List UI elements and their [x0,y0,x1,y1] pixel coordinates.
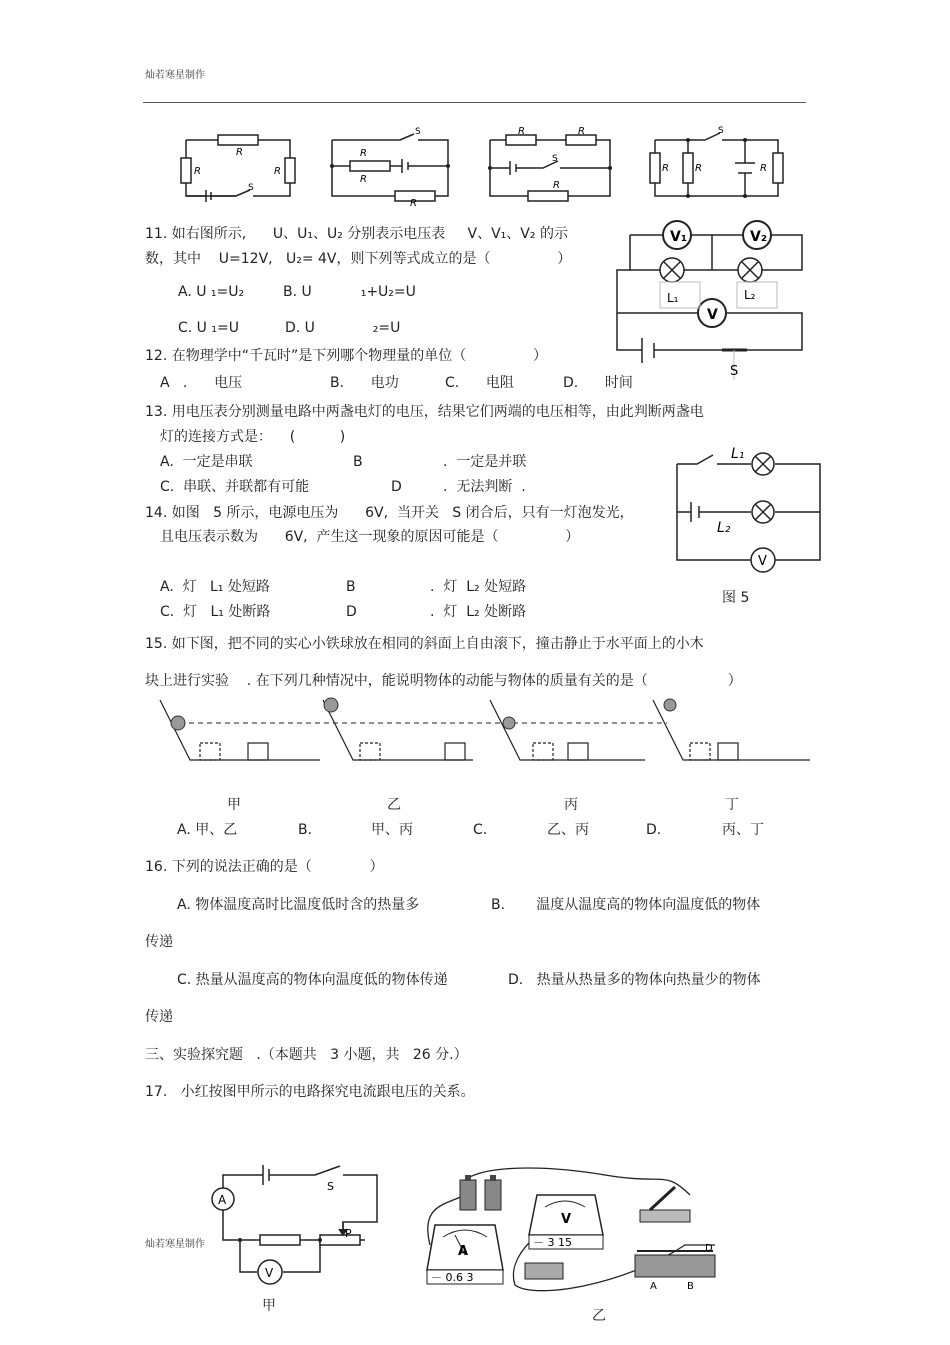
svg-text:V₂: V₂ [750,229,767,245]
q17-figure-jia-caption: 甲 [262,1298,276,1314]
q17-figure-jia [205,1160,390,1290]
svg-text:R: R [360,174,367,185]
q16-option-c: C. 热量从温度高的物体向温度低的物体传递 [177,972,448,988]
q15-label-jia: 甲 [227,797,241,813]
q16-option-b: B. 温度从温度高的物体向温度低的物体 [491,897,761,913]
svg-text:V₁: V₁ [670,229,687,245]
q15-option-d-letter: D. [646,822,662,838]
q15-option-c-letter: C. [473,822,488,838]
header-rule [143,102,806,103]
q17-figure-yi-caption: 乙 [592,1308,606,1324]
svg-text:R: R [578,126,585,137]
switch-icon [640,1187,690,1222]
svg-text:A: A [458,1244,469,1259]
q14-circuit-figure [675,440,825,580]
q11-option-c: C. U ₁=U [178,320,239,336]
q13-stem-line1: 13. 用电压表分别测量电路中两盏电灯的电压，结果它们两端的电压相等，由此判断两盏电 [145,404,704,420]
q13-option-b-text: . 一定是并联 [443,454,527,470]
q15-option-d-text: 丙、丁 [722,822,764,838]
q13-option-d-text: . 无法判断 . [443,479,526,495]
svg-text:R: R [760,163,767,174]
svg-text:V: V [561,1212,572,1227]
svg-text:L₂: L₂ [717,520,731,536]
q12-option-c: C. 电阻 [445,375,514,391]
q12-option-b: B. 电功 [330,375,399,391]
q17-stem: 17. 小红按图甲所示的电路探究电流跟电压的关系。 [145,1084,475,1100]
svg-text:R: R [360,148,367,159]
svg-text:S: S [415,127,421,137]
circuit-diagram-3 [488,128,613,203]
q15-option-a: A. 甲、乙 [177,822,238,838]
q13-option-d-letter: D [391,479,402,495]
q12-option-a: A . 电压 [160,375,243,391]
svg-text:－ 0.6 3: － 0.6 3 [431,1271,474,1284]
header-text: 灿若寒星制作 [145,70,205,81]
svg-text:L₂: L₂ [744,288,756,302]
svg-text:R: R [194,166,201,177]
q12-option-d: D. 时间 [563,375,633,391]
q11-circuit-figure [612,218,807,383]
svg-text:B: B [687,1281,694,1292]
svg-text:L₁: L₁ [731,446,745,462]
q13-stem-line2: 灯的连接方式是： ( ) [160,429,346,445]
q14-option-d-letter: D [346,604,357,620]
q15-option-b-text: 甲、丙 [371,822,413,838]
svg-text:S: S [552,154,558,164]
svg-text:－ 3 15: － 3 15 [533,1236,572,1249]
switch-label: S [248,183,254,193]
q11-option-a: A. U ₁=U₂ [178,284,245,300]
q15-option-b-letter: B. [298,822,313,838]
svg-text:V: V [707,307,718,323]
q13-option-c: C. 串联、并联都有可能 [160,479,310,495]
q16-option-d-cont: 传递 [145,1009,173,1025]
svg-text:S: S [718,126,724,136]
svg-text:R: R [662,163,669,174]
svg-text:R: R [274,166,281,177]
q11-option-d: D. U ₂=U [285,320,401,336]
rheostat-icon [635,1251,715,1277]
svg-text:V: V [758,554,767,569]
q15-ramp-figures [155,695,815,770]
svg-text:R: R [410,198,417,209]
q14-option-d-text: . 灯 L₂ 处断路 [430,604,527,620]
q13-option-b-letter: B [353,454,363,470]
circuit-diagram-4 [650,128,785,203]
footer-text: 灿若寒星制作 [145,1239,205,1250]
q15-label-bing: 丙 [564,797,578,813]
resistor-icon [525,1263,563,1279]
svg-text:L₁: L₁ [667,291,679,305]
q14-option-c: C. 灯 L₁ 处断路 [160,604,271,620]
q11-stem-line2: 数，其中 U=12V, U₂= 4V，则下列等式成立的是（ ） [145,251,572,267]
q15-label-ding: 丁 [725,797,739,813]
q12-stem: 12. 在物理学中“千瓦时”是下列哪个物理量的单位（ ） [145,348,547,364]
q14-option-b-text: . 灯 L₂ 处短路 [430,579,527,595]
q11-option-b: B. U ₁+U₂=U [283,284,416,300]
svg-text:R: R [518,126,525,137]
q15-stem-line2: 块上进行实验 . 在下列几种情况中，能说明物体的动能与物体的质量有关的是（ ） [145,673,742,689]
svg-text:A: A [650,1281,657,1292]
svg-text:P: P [345,1227,352,1240]
svg-text:A: A [218,1193,227,1207]
circuit-diagram-2 [330,127,450,209]
q15-label-yi: 乙 [387,797,401,813]
svg-text:D: D [705,1243,713,1254]
q13-option-a: A. 一定是串联 [160,454,253,470]
svg-text:S: S [730,364,739,379]
svg-text:V: V [265,1266,274,1280]
q14-stem-line1: 14. 如图 5 所示，电源电压为 6V, 当开关 S 闭合后，只有一灯泡发光， [145,505,634,521]
figure5-caption: 图 5 [722,590,750,606]
q15-stem-line1: 15. 如下图，把不同的实心小铁球放在相同的斜面上自由滚下，撞击静止于水平面上的小木 [145,636,704,652]
q16-option-d: D. 热量从热量多的物体向热量少的物体 [508,972,761,988]
q11-stem-line1: 11. 如右图所示, U、U₁、U₂ 分别表示电压表 V、V₁、V₂ 的示 [145,226,568,242]
battery-icon [460,1175,501,1210]
svg-text:S: S [327,1180,334,1193]
circuit-diagram-1 [178,128,303,203]
resistor-label: R [236,147,243,158]
q16-option-a: A. 物体温度高时比温度低时含的热量多 [177,897,420,913]
q14-option-a: A. 灯 L₁ 处短路 [160,579,270,595]
q17-figure-yi [425,1165,725,1305]
svg-text:R: R [553,180,560,191]
q16-stem: 16. 下列的说法正确的是（ ） [145,859,384,875]
q14-option-b-letter: B [346,579,356,595]
q16-option-b-cont: 传递 [145,934,173,950]
q15-option-c-text: 乙、丙 [547,822,589,838]
svg-text:R: R [695,163,702,174]
q14-stem-line2: 且电压表示数为 6V, 产生这一现象的原因可能是（ ） [160,529,580,545]
section3-heading: 三、实验探究题 .（本题共 3 小题，共 26 分.） [145,1047,468,1063]
